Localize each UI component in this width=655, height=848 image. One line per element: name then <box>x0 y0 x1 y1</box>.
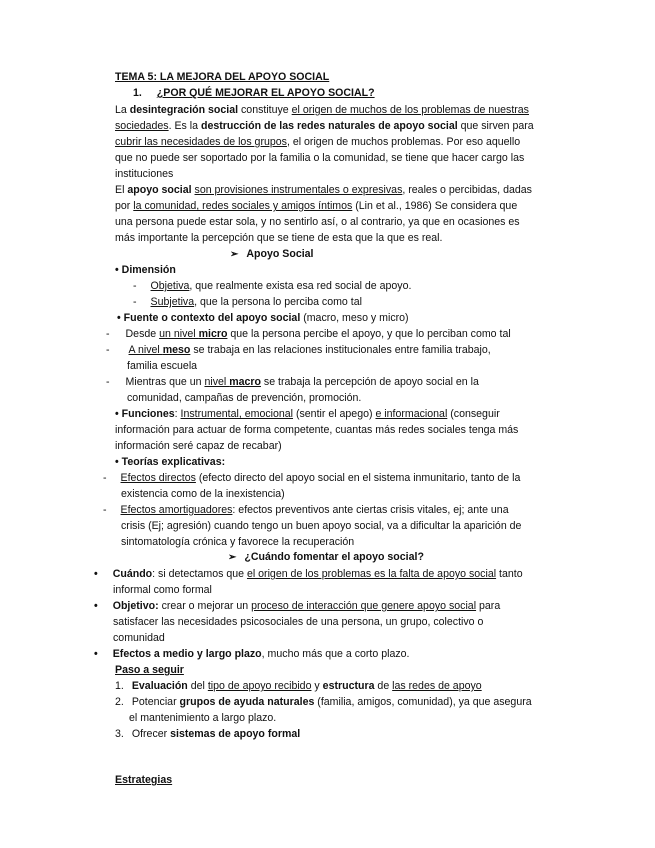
list-item <box>103 503 509 519</box>
paragraph-line <box>115 183 532 199</box>
text-run: nivel <box>204 376 230 388</box>
text-run: Efectos amortiguadores <box>120 504 233 516</box>
bullet-icon: • <box>115 264 119 276</box>
dash-icon: - <box>106 376 110 388</box>
text-run: micro <box>198 328 228 340</box>
text-run: por <box>115 200 134 212</box>
text-run: , que realmente exista esa red social de apoyo. <box>189 280 412 292</box>
paragraph-line: información para actuar de forma competente, cuantas más redes sociales tenga más <box>115 424 519 436</box>
text-run: destrucción de las redes naturales de apoyo social <box>201 120 458 132</box>
paso-a-seguir-heading: Paso a seguir <box>115 664 184 676</box>
text-run: Desde <box>125 328 160 340</box>
list-item-cont: satisfacer las necesidades psicosociales de una persona, un grupo, colectivo o <box>113 616 484 628</box>
text-run: grupos de ayuda naturales <box>179 696 315 708</box>
text-run: Efectos a medio y largo plazo <box>112 648 262 660</box>
text-run: : si detectamos que <box>152 568 247 580</box>
text-run: estructura <box>322 680 375 692</box>
dash-icon: - <box>133 296 137 308</box>
dash-icon: - <box>103 504 107 516</box>
text-run: A nivel <box>128 344 163 356</box>
paragraph-line: una persona puede estar sola, y no sentirlo así, o al contrario, ya que en ocasiones es <box>115 216 520 228</box>
text-run: para <box>476 600 501 612</box>
text-run: (sentir el apego) <box>293 408 376 420</box>
page-title: TEMA 5: LA MEJORA DEL APOYO SOCIAL <box>115 71 330 83</box>
text-run: la comunidad, redes sociales y amigos íntimos <box>133 200 353 212</box>
text-run: ¿Cuándo fomentar el apoyo social? <box>244 551 424 563</box>
list-item-cont: comunidad <box>113 632 165 644</box>
bullet-funciones <box>115 407 500 423</box>
text-run: que sirven para <box>457 120 534 132</box>
text-run: del <box>187 680 208 692</box>
text-run: e informacional <box>375 408 448 420</box>
text-run: que la persona percibe el apoyo, y que lo perciban como tal <box>227 328 511 340</box>
bullet-icon: • <box>115 408 119 420</box>
list-item <box>106 327 511 343</box>
arrow-bullet-icon: ➢ <box>230 249 239 260</box>
text-run: Apoyo Social <box>246 248 314 260</box>
text-run: (familia, amigos, comunidad), ya que asegura <box>314 696 532 708</box>
text-run: 1. <box>115 680 124 692</box>
bullet-efectos <box>94 647 409 663</box>
text-run: un nivel <box>159 328 199 340</box>
paragraph-line: instituciones <box>115 168 174 180</box>
paragraph-line: que no puede ser soportado por la familia o la comunidad, se tiene que hacer cargo las <box>115 152 525 164</box>
text-run: Objetivo: <box>112 600 159 612</box>
paragraph-line <box>115 135 520 151</box>
section-heading-1 <box>133 86 375 102</box>
text-run: y <box>311 680 323 692</box>
list-item-cont: comunidad, campañas de prevención, promoción. <box>127 392 362 404</box>
subheading-cuando <box>228 550 424 566</box>
text-run: El <box>115 184 128 196</box>
paragraph-line <box>115 199 517 215</box>
text-run: Instrumental, emocional <box>180 408 294 420</box>
list-item <box>133 279 411 295</box>
text-run: Cuándo <box>112 568 153 580</box>
text-run: (macro, meso y micro) <box>300 312 409 324</box>
paragraph-line: información seré capaz de recabar) <box>115 440 282 452</box>
text-run: , mucho más que a corto plazo. <box>261 648 410 660</box>
bullet-icon: • <box>94 568 98 580</box>
list-item-cont: familia escuela <box>127 360 198 372</box>
paragraph-line <box>115 103 529 119</box>
text-run: , reales o percibidas, dadas <box>402 184 532 196</box>
text-run: : efectos preventivos ante ciertas crisis vitales, ej; ante una <box>232 504 509 516</box>
text-run: se trabaja la percepción de apoyo social en la <box>260 376 479 388</box>
text-run: sociedades <box>115 120 169 132</box>
text-run: macro <box>229 376 261 388</box>
bullet-fuente <box>117 311 409 327</box>
numbered-item <box>115 679 482 695</box>
bullet-icon: • <box>115 456 119 468</box>
dash-icon: - <box>103 472 107 484</box>
dash-icon: - <box>133 280 137 292</box>
text-run: proceso de interacción que genere apoyo social <box>251 600 477 612</box>
text-run: constituye <box>238 104 292 116</box>
text-run: 3. <box>115 728 124 740</box>
list-item <box>103 471 520 487</box>
text-run: La <box>115 104 130 116</box>
numbered-item <box>115 727 300 743</box>
text-run: 2. <box>115 696 124 708</box>
text-run: Potenciar <box>131 696 180 708</box>
text-run: cubrir las necesidades de los grupos <box>115 136 287 148</box>
bullet-cuando <box>94 567 523 583</box>
paragraph-line <box>115 119 534 135</box>
text-run: el origen de los problemas es la falta de apoyo social <box>246 568 497 580</box>
text-run: Objetiva <box>150 280 190 292</box>
text-run: Funciones <box>121 408 175 420</box>
text-run: (efecto directo del apoyo social en el sistema inmunitario, tanto de la <box>195 472 521 484</box>
text-run: son provisiones instrumentales o expresivas <box>194 184 403 196</box>
bullet-icon: • <box>94 648 98 660</box>
numbered-item <box>115 695 532 711</box>
paragraph-line: más importante la percepción que se tiene de esta que la que es real. <box>115 232 443 244</box>
list-item <box>106 375 479 391</box>
list-item-cont: crisis (Ej; agresión) cuando tengo un buen apoyo social, va a dificultar la aparición de <box>121 520 522 532</box>
text-run: tipo de apoyo recibido <box>207 680 312 692</box>
list-item-cont: sintomatología crónica y favorece la recuperación <box>121 536 355 548</box>
text-run: , el origen de muchos problemas. Por eso aquello <box>286 136 521 148</box>
bullet-icon: • <box>94 600 98 612</box>
arrow-bullet-icon: ➢ <box>228 552 237 563</box>
bullet-teorias <box>115 455 225 471</box>
text-run: (Lin et al., 1986) Se considera que <box>352 200 518 212</box>
text-run: (conseguir <box>447 408 500 420</box>
list-item <box>106 343 491 359</box>
text-run: apoyo social <box>127 184 192 196</box>
bullet-icon: • <box>117 312 121 324</box>
list-item <box>133 295 362 311</box>
text-run: Efectos directos <box>120 472 196 484</box>
section-title: ¿POR QUÉ MEJORAR EL APOYO SOCIAL? <box>156 87 375 99</box>
dash-icon: - <box>106 344 110 356</box>
dash-icon: - <box>106 328 110 340</box>
text-run: desintegración social <box>129 104 239 116</box>
text-run: se trabaja en las relaciones institucionales entre familia trabajo, <box>190 344 491 356</box>
text-run: de <box>374 680 393 692</box>
list-item-cont: informal como formal <box>113 584 212 596</box>
text-run: el origen de muchos de los problemas de nuestras <box>291 104 529 116</box>
text-run: meso <box>162 344 191 356</box>
text-run: , que la persona lo perciba como tal <box>194 296 362 308</box>
text-run: crear o mejorar un <box>158 600 252 612</box>
text-run: Evaluación <box>131 680 188 692</box>
text-run: Fuente o contexto del apoyo social <box>123 312 301 324</box>
bullet-dimension <box>115 263 176 279</box>
text-run: Subjetiva <box>150 296 195 308</box>
text-run: Dimensión <box>121 264 176 276</box>
subheading-apoyo-social <box>230 247 314 263</box>
text-run: las redes de apoyo <box>392 680 482 692</box>
text-run: . Es la <box>168 120 201 132</box>
text-run: : <box>221 456 226 468</box>
text-run: : <box>174 408 181 420</box>
list-item-cont: existencia como de la inexistencia) <box>121 488 285 500</box>
text-run: Teorías explicativas <box>121 456 222 468</box>
section-number: 1. <box>133 87 142 99</box>
list-item-cont: el mantenimiento a largo plazo. <box>129 712 277 724</box>
text-run: sistemas de apoyo formal <box>170 728 301 740</box>
text-run: Ofrecer <box>131 728 171 740</box>
text-run: tanto <box>496 568 523 580</box>
estrategias-heading: Estrategias <box>115 774 173 786</box>
text-run: Mientras que un <box>125 376 205 388</box>
bullet-objetivo <box>94 599 500 615</box>
